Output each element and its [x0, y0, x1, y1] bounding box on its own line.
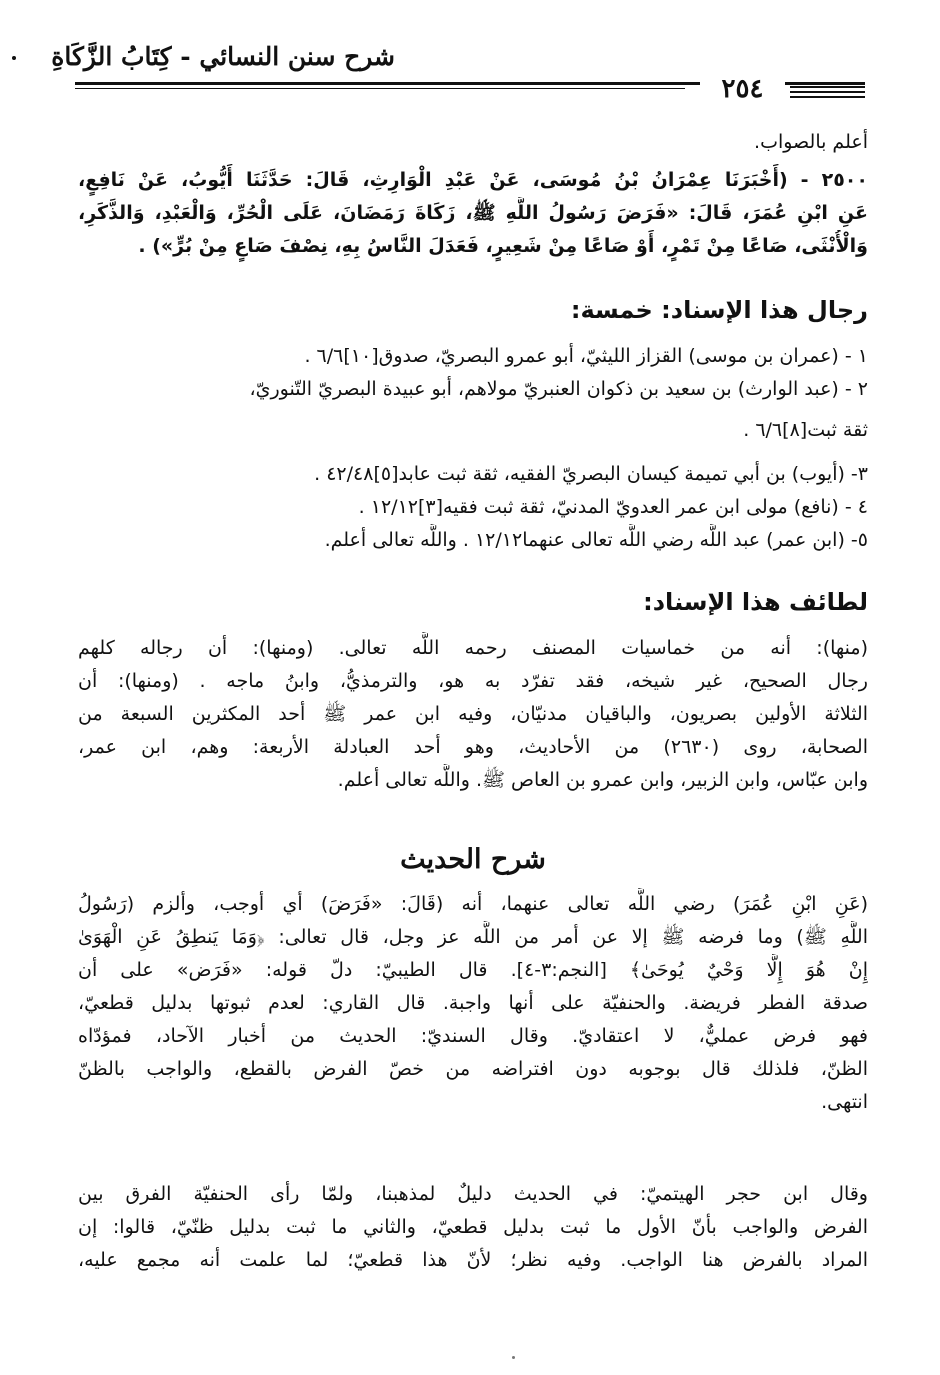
page-number: ٢٥٤: [700, 74, 785, 104]
text-line: انتهى.: [821, 1091, 868, 1113]
text-line: وقال ابن حجر الهيتميّ: في الحديث دليلٌ لمذهبنا، ولمّا رأى الحنفيّة الفرق بين: [78, 1183, 868, 1205]
subtleties-heading: لطائف هذا الإسناد:: [643, 588, 868, 616]
stray-mark: [512, 1356, 515, 1359]
hadith-line: وَالْأُنْثَى، صَاعًا مِنْ تَمْرٍ، أَوْ صَاعًا مِنْ شَعِيرٍ، فَعَدَلَ النَّاسُ بِهِ، نِصْفَ صَاعٍ مِنْ بُرٍّ») .: [138, 235, 868, 257]
subtleties-text: [78, 632, 868, 797]
text-line: أعلم بالصواب.: [754, 131, 868, 153]
text-line: فهو فرض عمليٌّ، لا اعتقاديّ. وقال السنديّ: الحديث من أخبار الآحاد، فمؤدّاه: [78, 1025, 868, 1047]
commentary-paragraph-2: [78, 1178, 868, 1277]
text-line: (منها): أنه من خماسيات المصنف رحمه اللَّه تعالى. (ومنها): أن رجاله كلهم: [78, 637, 868, 659]
commentary-text: [78, 888, 868, 1119]
text-line: رجال الصحيح، غير شيخه، فقد تفرّد به هو، والترمذيُّ، وابنُ ماجه . (ومنها): أن: [78, 670, 868, 692]
text-line: إِنْ هُوَ إِلَّا وَحْيٌ يُوحَىٰ﴾ [النجم:٣-٤]. قال الطيبيّ: دلّ قوله: «فَرَض» على أن: [78, 959, 868, 981]
text-line: الظنّ، فلذلك قال بوجوبه دون افتراضه من خصّ الفرض بالقطع، والواجب بالظنّ: [78, 1058, 868, 1080]
narrator-item: ٥- (ابن عمر) عبد اللَّه رضي اللَّه تعالى عنهما١٢/١٢ . واللَّه تعالى أعلم.: [324, 529, 868, 551]
narrators-list-cont: [78, 414, 868, 447]
text-line: وابن عبّاس، وابن الزبير، وابن عمرو بن العاص ﷺ. واللَّه تعالى أعلم.: [337, 769, 868, 791]
hadith-line: عَنِ ابْنِ عُمَرَ، قَالَ: «فَرَضَ رَسُولُ اللَّهِ ﷺ، زَكَاةَ رَمَضَانَ، عَلَى الْحُرِّ، وَالْعَبْدِ، وَالذَّكَرِ،: [78, 202, 868, 224]
text-line: صدقة الفطر فريضة. والحنفيّة على أنها واجبة. قال القاري: لعدم ثبوتها بدليل قطعيّ،: [78, 992, 868, 1014]
hadith-text: [78, 164, 868, 263]
narrator-item: ٢ - (عبد الوارث) بن سعيد بن ذكوان العنبريّ مولاهم، أبو عبيدة البصريّ التّنوريّ،: [249, 378, 868, 400]
text-line: المراد بالفرض هنا الواجب. وفيه نظر؛ لأنّ هذا قطعيّ؛ لما علمت أنه مجمع عليه،: [78, 1249, 868, 1271]
narrator-item: ٤ - (نافع) مولى ابن عمر العدويّ المدنيّ، ثقة ثبت فقيه[٣]١٢/١٢ .: [358, 496, 868, 518]
text-line: (عَنِ ابْنِ عُمَرَ) رضي اللَّه تعالى عنهما، أنه (قَالَ: «فَرَضَ) أي أوجب، وألزم (رَسُولُ: [78, 893, 868, 915]
hadith-line: ٢٥٠٠ - (أَخْبَرَنَا عِمْرَانُ بْنُ مُوسَى، عَنْ عَبْدِ الْوَارِثِ، قَالَ: حَدَّثَنَا أَيُّوبُ، عَنْ نَافِعٍ،: [78, 169, 868, 191]
running-header-title: شرح سنن النسائي - كِتَابُ الزَّكَاةِ: [51, 42, 395, 71]
stray-mark: [12, 56, 16, 60]
text-line: الثلاثة الأولين بصريون، والباقيان مدنيّان، وفيه ابن عمر ﷺ أحد المكثرين السبعة من: [78, 703, 868, 725]
opening-text: [78, 126, 868, 159]
narrators-list: [108, 340, 868, 406]
narrators-list-2: [108, 458, 868, 557]
commentary-heading: شرح الحديث: [400, 844, 546, 875]
header-rule-thin: [75, 88, 685, 89]
text-line: اللَّهِ ﷺ) وما فرضه ﷺ إلا عن أمر من اللَّه عز وجل، قال تعالى: ﴿وَمَا يَنطِقُ عَنِ الْهَوَىٰ: [78, 926, 868, 948]
page-number-rules: [790, 86, 865, 100]
text-line: الفرض والواجب بأنّ الأول ما ثبت بدليل قطعيّ، والثاني ما ثبت بدليل ظنّيّ، قالوا: إن: [78, 1216, 868, 1238]
text-line: الصحابة، روى (٢٦٣٠) من الأحاديث، وهو أحد العبادلة الأربعة: وهم، ابن عمر،: [78, 736, 868, 758]
narrators-heading: رجال هذا الإسناد: خمسة:: [570, 296, 868, 324]
narrator-item-cont: ثقة ثبت[٨]٦/٦ .: [743, 419, 868, 441]
narrator-item: ٣- (أيوب) بن أبي تميمة كيسان البصريّ الفقيه، ثقة ثبت عابد[٥]٤٢/٤٨ .: [314, 463, 868, 485]
narrator-item: ١ - (عمران بن موسى) القزاز الليثيّ، أبو عمرو البصريّ، صدوق[١٠]٦/٦ .: [304, 345, 868, 367]
